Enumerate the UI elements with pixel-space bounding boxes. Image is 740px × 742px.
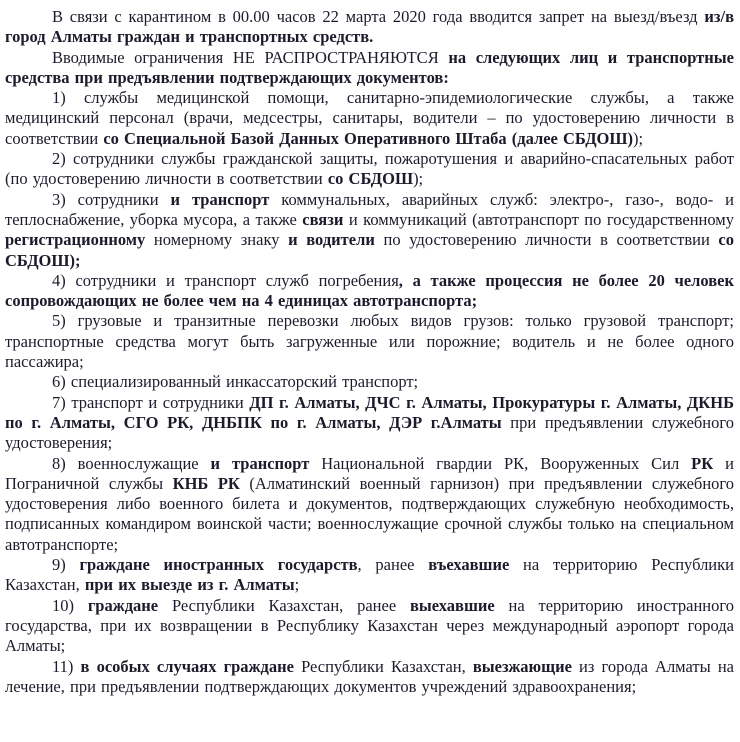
text-run: и Пограничной службы [5, 453, 734, 493]
text-run: на территорию иностранного государства, при их возвращении в Республику Казахстан через международный аэропорт города Алматы; [5, 595, 734, 656]
text-run: 2) сотрудники службы гражданской защиты, пожаротушения и аварийно-спасательных работ (по удостоверению личности в соответствии [5, 149, 734, 189]
bold-text-run: регистрационному [5, 230, 146, 250]
paragraph [5, 190, 734, 271]
paragraph [5, 454, 734, 555]
bold-text-run: со Специальной Базой Данных Оперативного Штаба (далее СБДОШ) [103, 128, 633, 148]
text-run: 11) [52, 656, 81, 676]
text-run: Вводимые ограничения НЕ РАСПРОСТРАНЯЮТСЯ [52, 47, 449, 67]
bold-text-run: , а также процессия не более 20 человек сопровождающих не более чем на 4 единицах автотранспорта; [5, 270, 734, 311]
bold-text-run: выезжающие [472, 656, 572, 676]
text-run: 9) [52, 555, 80, 575]
bold-text-run: КНБ РК [172, 473, 240, 493]
paragraph [5, 48, 734, 89]
paragraph [5, 555, 734, 596]
bold-text-run: и водители [288, 230, 375, 250]
text-run: 6) специализированный инкассаторский транспорт; [52, 372, 419, 392]
text-run: по удостоверению личности в соответствии [374, 230, 719, 250]
bold-text-run: граждане иностранных государств [79, 555, 358, 575]
bold-text-run: со СБДОШ [327, 169, 414, 189]
text-run: (Алматинский военный гарнизон) при предъявлении служебного удостоверения либо военного билета и документов, подтверждающих служебную необходимость, подписанных командиром воинской части; военнослужащие срочной службы только на специальном автотранспорте; [5, 473, 735, 554]
bold-text-run: выехавшие [409, 595, 495, 615]
text-run: 5) грузовые и транзитные перевозки любых видов грузов: только грузовой транспорт; транспортные средства могут быть загруженные или порожние; водитель и не более одного пассажира; [5, 311, 734, 372]
text-run: из города Алматы на лечение, при предъявлении подтверждающих документов учреждений здравоохранения; [5, 656, 734, 696]
bold-text-run: со СБДОШ); [5, 230, 734, 270]
bold-text-run: и транспорт [170, 189, 270, 209]
paragraph [5, 271, 734, 312]
bold-text-run: на следующих лиц и транспортные средства при предъявлении подтверждающих документов: [5, 47, 734, 87]
text-run: 7) транспорт и сотрудники [52, 392, 250, 412]
paragraph [5, 311, 734, 372]
text-run: Национальной гвардии РК, Вооруженных Сил [309, 453, 692, 473]
text-run: 1) службы медицинской помощи, санитарно-эпидемиологические службы, а также медицинский персонал (врачи, медсестры, санитары, водители – по удостоверению личности в соответствии [5, 88, 734, 148]
text-run: Республики Казахстан, [293, 656, 473, 676]
paragraph [5, 596, 734, 657]
bold-text-run: из/в город Алматы граждан и транспортных средств. [5, 7, 734, 47]
bold-text-run: связи [302, 209, 344, 229]
text-run: , ранее [357, 555, 429, 575]
bold-text-run: граждане [87, 595, 159, 615]
text-run: коммунальных, аварийных служб: электро-, газо-, водо- и теплоснабжение, уборка мусора, а также [5, 189, 734, 229]
bold-text-run: в особых случаях граждане [80, 656, 294, 676]
text-run: 3) сотрудники [52, 189, 171, 209]
document-text [5, 7, 734, 697]
text-run: и коммуникаций (автотранспорт по государственному [343, 209, 734, 229]
text-run: при предъявлении служебного удостоверения; [5, 412, 734, 453]
text-run: 8) военнослужащие [52, 453, 211, 473]
paragraph [5, 149, 734, 190]
bold-text-run: РК [691, 453, 714, 473]
paragraph [5, 393, 734, 454]
text-run: на территорию Республики Казахстан, [5, 555, 734, 595]
text-run: 10) [52, 595, 88, 615]
paragraph [5, 657, 734, 698]
bold-text-run: въехавшие [428, 555, 510, 575]
text-run: 4) сотрудники и транспорт служб погребения [52, 270, 399, 290]
text-run: ); [413, 169, 424, 189]
text-run: Республики Казахстан, ранее [158, 595, 410, 615]
bold-text-run: при их выезде из г. Алматы [84, 575, 295, 595]
text-run: ); [633, 128, 644, 148]
text-run: ; [294, 575, 300, 595]
text-run: В связи с карантином в 00.00 часов 22 марта 2020 года вводится запрет на выезд/въезд [52, 7, 705, 26]
paragraph [5, 372, 734, 392]
text-run: номерному знаку [145, 230, 289, 250]
bold-text-run: и транспорт [210, 453, 310, 473]
paragraph [5, 7, 734, 48]
paragraph [5, 88, 734, 149]
bold-text-run: ДП г. Алматы, ДЧС г. Алматы, Прокуратуры г. Алматы, ДКНБ по г. Алматы, СГО РК, ДНБПК по г. Алматы, ДЭР г.Алматы [5, 392, 734, 432]
